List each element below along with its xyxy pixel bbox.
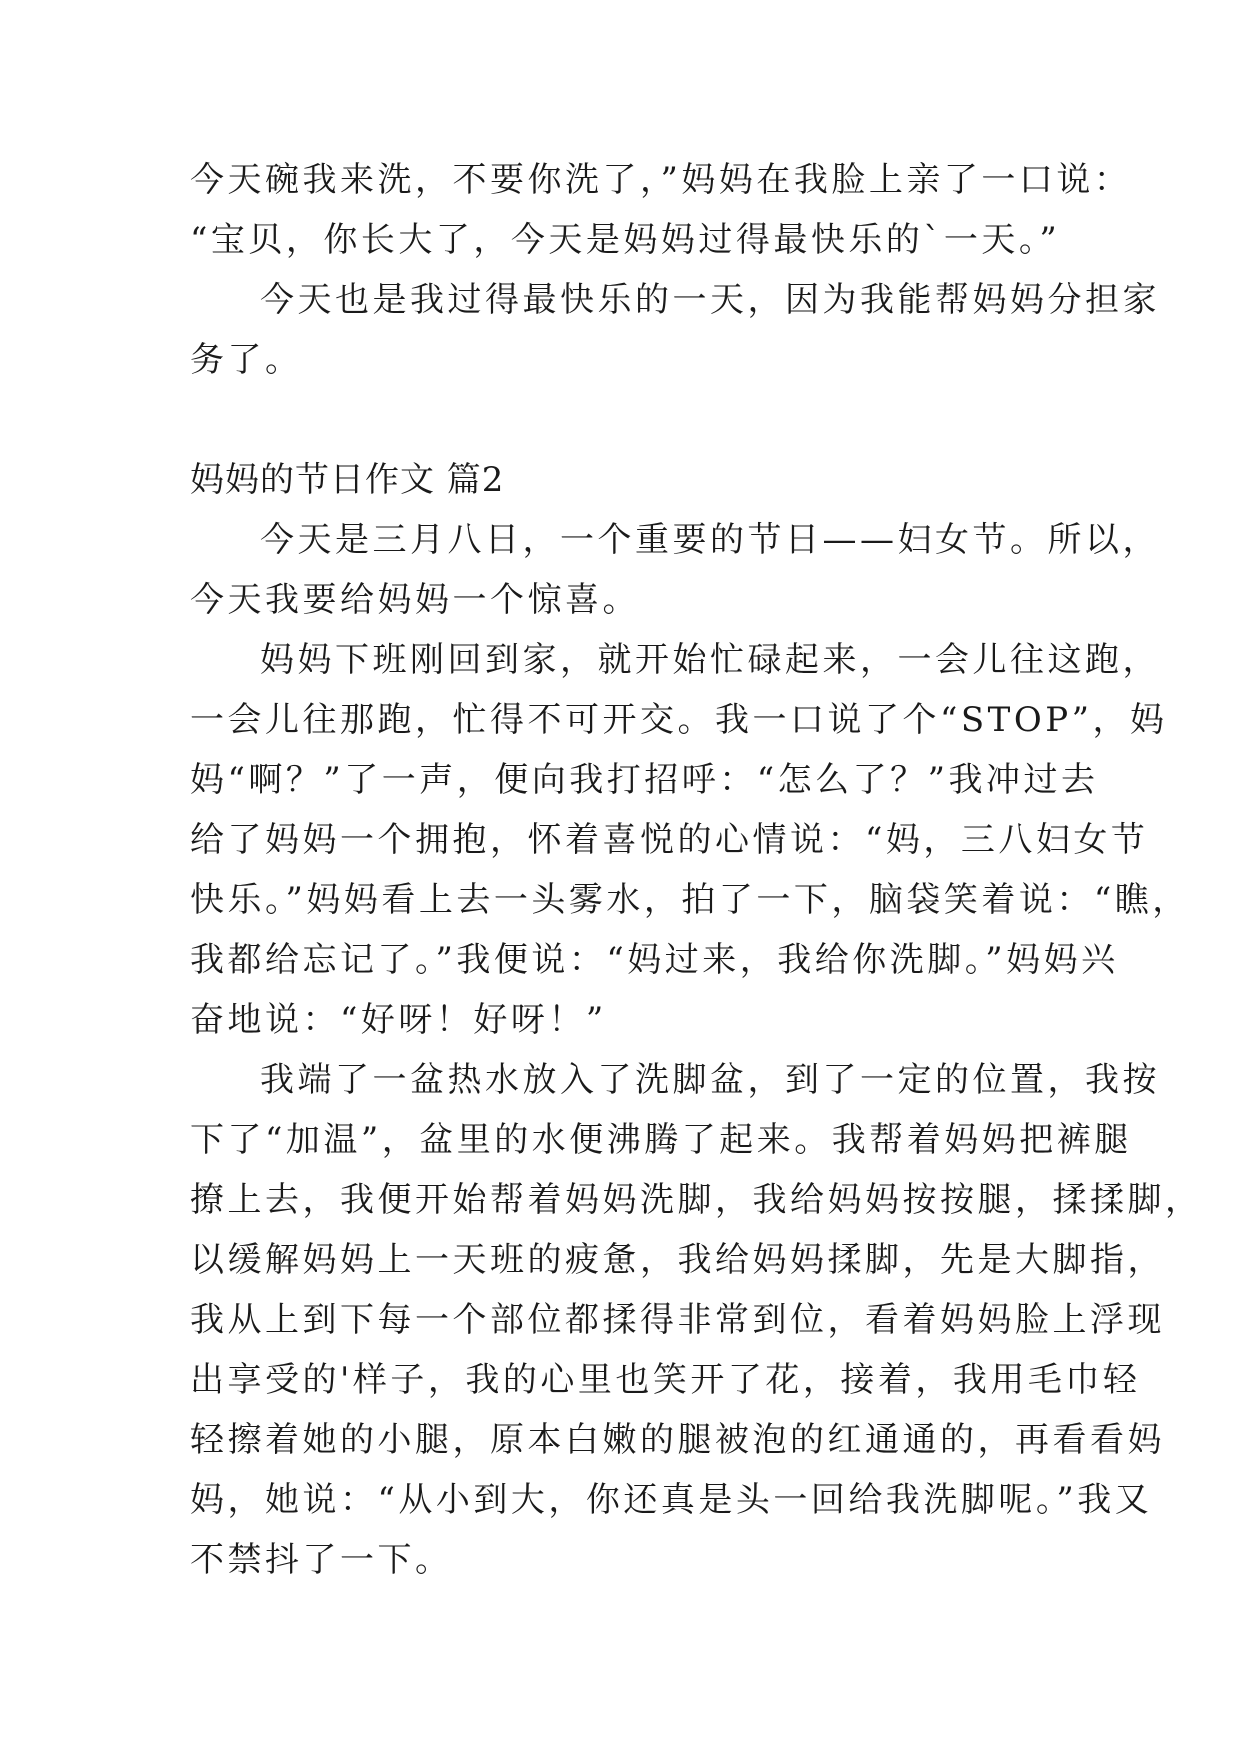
- text-line: 一会儿往那跑，忙得不可开交。我一口说了个“STOP”，妈: [190, 700, 1168, 740]
- text-line: 我端了一盆热水放入了洗脚盆，到了一定的位置，我按: [260, 1060, 1160, 1100]
- text-line: 今天也是我过得最快乐的一天，因为我能帮妈妈分担家: [260, 280, 1160, 320]
- text-line: 妈“啊？”了一声，便向我打招呼：“怎么了？”我冲过去: [190, 760, 1099, 800]
- text-line: 下了“加温”，盆里的水便沸腾了起来。我帮着妈妈把裤腿: [190, 1120, 1132, 1160]
- text-line: 今天是三月八日，一个重要的节日——妇女节。所以，: [260, 520, 1160, 560]
- text-line: “宝贝，你长大了，今天是妈妈过得最快乐的`一天。”: [190, 220, 1061, 260]
- text-line: 妈，她说：“从小到大，你还真是头一回给我洗脚呢。”我又: [190, 1480, 1153, 1520]
- section-heading: [190, 450, 1070, 510]
- text-line: 轻擦着她的小腿，原本白嫩的腿被泡的红通通的，再看看妈: [190, 1420, 1165, 1460]
- text-line: 我从上到下每一个部位都揉得非常到位，看着妈妈脸上浮现: [190, 1300, 1165, 1340]
- paragraph-intro: [190, 510, 1160, 630]
- text-line: 给了妈妈一个拥抱，怀着喜悦的心情说：“妈，三八妇女节: [190, 820, 1149, 860]
- text-line: 不禁抖了一下。: [190, 1540, 453, 1580]
- text-line: 快乐。”妈妈看上去一头雾水，拍了一下，脑袋笑着说：“瞧，: [190, 880, 1190, 920]
- text-line: 出享受的'样子，我的心里也笑开了花，接着，我用毛巾轻: [190, 1360, 1141, 1400]
- text-line: 今天碗我来洗，不要你洗了，”妈妈在我脸上亲了一口说：: [190, 160, 1132, 200]
- paragraph-previous-conclusion: [190, 270, 1160, 390]
- text-line: 今天我要给妈妈一个惊喜。: [190, 580, 640, 620]
- text-line: 撩上去，我便开始帮着妈妈洗脚，我给妈妈按按腿，揉揉脚，: [190, 1180, 1203, 1220]
- text-line: 我都给忘记了。”我便说：“妈过来，我给你洗脚。”妈妈兴: [190, 940, 1119, 980]
- text-line: 以缓解妈妈上一天班的疲惫，我给妈妈揉脚，先是大脚指，: [190, 1240, 1165, 1280]
- paragraph-footwash: [190, 1050, 1203, 1590]
- text-line: 妈妈下班刚回到家，就开始忙碌起来，一会儿往这跑，: [260, 640, 1160, 680]
- section-title: 妈妈的节日作文 篇2: [190, 460, 505, 500]
- paragraph-surprise: [190, 630, 1190, 1050]
- text-line: 务了。: [190, 340, 303, 380]
- paragraph-previous-ending: [190, 150, 1132, 270]
- text-line: 奋地说：“好呀！好呀！”: [190, 1000, 607, 1040]
